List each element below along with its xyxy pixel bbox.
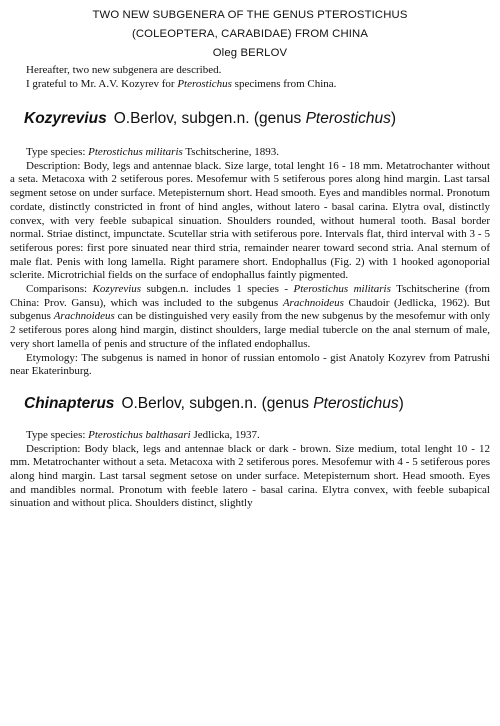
comparisons-species: Pterostichus militaris	[293, 283, 391, 296]
subgenus-name-chinapterus: Chinapterus	[24, 394, 115, 412]
paper-title-line-1: TWO NEW SUBGENERA OF THE GENUS PTEROSTICHUS	[92, 9, 408, 21]
heading-close-paren: )	[398, 394, 404, 412]
comparisons-kozyrevius	[10, 283, 490, 352]
description-chinapterus: Description: Body black, legs and antennae black or dark - brown. Size medium, total lenght 10 - 12 mm. Metatrochanter without a seta. Metacoxa with 2 setiferous pores. Mesofemur with 4 - 5 setiferous pores along hind margin. Last tarsal segment setose on under surface. Metepisternum short. Head smooth. Eyes and mandibles normal. Pronotum with feeble latero - basal carina. Elytra convex, with feeble subapical sinuation and without plica. Shoulders distinct, slightly	[10, 442, 490, 510]
intro-line-2	[10, 78, 490, 92]
type-species-author: Tschitscherine, 1893.	[182, 146, 279, 158]
type-species-chinapterus	[10, 429, 490, 443]
comparisons-arachnoideus-1: Arachnoideus	[282, 296, 344, 309]
section-heading-kozyrevius	[24, 109, 490, 129]
introduction	[10, 64, 490, 91]
type-species-author: Jedlicka, 1937.	[190, 428, 260, 441]
type-species-name: Pterostichus balthasari	[88, 428, 191, 441]
comparisons-text-1: subgen.n. includes 1 species -	[141, 283, 294, 296]
subgenus-author-chinapterus: O.Berlov, subgen.n. (genus	[121, 394, 314, 412]
paper-title-line-2: (COLEOPTERA, CARABIDAE) FROM CHINA	[131, 28, 369, 40]
comparisons-text-2: Tschitscherine (from China: Prov. Gansu), which was included to the subgenus	[10, 283, 490, 309]
comparisons-arachnoideus-2: Arachnoideus	[53, 310, 115, 323]
subgenus-name-kozyrevius: Kozyrevius	[24, 110, 107, 127]
etymology-kozyrevius: Etymology: The subgenus is named in honor of russian entomolo - gist Anatoly Kozyrev from Patrushi near Ekaterinburg.	[10, 351, 490, 378]
comparisons-label: Comparisons:	[26, 283, 93, 296]
subgenus-author-kozyrevius: O.Berlov, subgen.n. (genus	[113, 110, 306, 127]
intro-line-2-text: I grateful to Mr. A.V. Kozyrev for	[26, 77, 178, 90]
genus-name-chinapterus: Pterostichus	[313, 394, 399, 412]
intro-line-1: Hereafter, two new subgenera are described.	[26, 64, 222, 76]
heading-close-paren: )	[390, 110, 397, 127]
description-kozyrevius: Description: Body, legs and antennae black. Size large, total lenght 16 - 18 mm. Metatrochanter without a seta. Metacoxa with 2 setiferous pores. Mesofemur with 5 setiferous pores along hind margin. Last tarsal segment setose on under surface. Metepisternum short. Head smooth. Eyes and mandibles normal. Pronotum cordate, distinctly constricted in front of hind angles, without latero - basal carina. Elytra oval, distinctly convex, with very feeble subapical sinuation. Shoulders rounded, without humeral tooth. Basal border normal. Striae distinct, impunctate. Scutellar stria with setiferous pore. Intervals flat, third interval with 3 - 5 setiferous pores: first pore sinuated near third stria, remainder nearer toward second stria. Anal sternum of male flat. Penis with long lamella. Right paramere short. Endophallus (Fig. 2) with 1 hooked agonoporial sclerite. Microtrichial fields on the surface of endophallus faintly pigmented.	[10, 159, 490, 282]
type-species-kozyrevius	[10, 146, 490, 160]
comparisons-text-3: Chaudoir (Jedlicka, 1962). But subgenus	[10, 296, 490, 323]
type-species-label: Type species:	[26, 428, 89, 441]
genus-name-kozyrevius: Pterostichus	[305, 110, 391, 127]
paper-author: Oleg BERLOV	[212, 47, 288, 59]
comparisons-text-4: can be distinguished very easily from the new subgenus by the mesofemur with only 2 setiferous pores along hind margin, distinct shoulders, large medial tubercle on the anal sternum of male, very short lamella of penis and structure of the inflated endophallus.	[10, 310, 490, 350]
intro-genus-name: Pterostichus	[177, 77, 232, 90]
intro-line-2-end: specimens from China.	[231, 77, 337, 90]
section-heading-chinapterus	[24, 394, 490, 414]
comparisons-subgenus: Kozyrevius	[92, 283, 142, 296]
type-species-name: Pterostichus militaris	[88, 146, 183, 158]
type-species-label: Type species:	[26, 146, 89, 158]
paper-header	[10, 6, 490, 63]
